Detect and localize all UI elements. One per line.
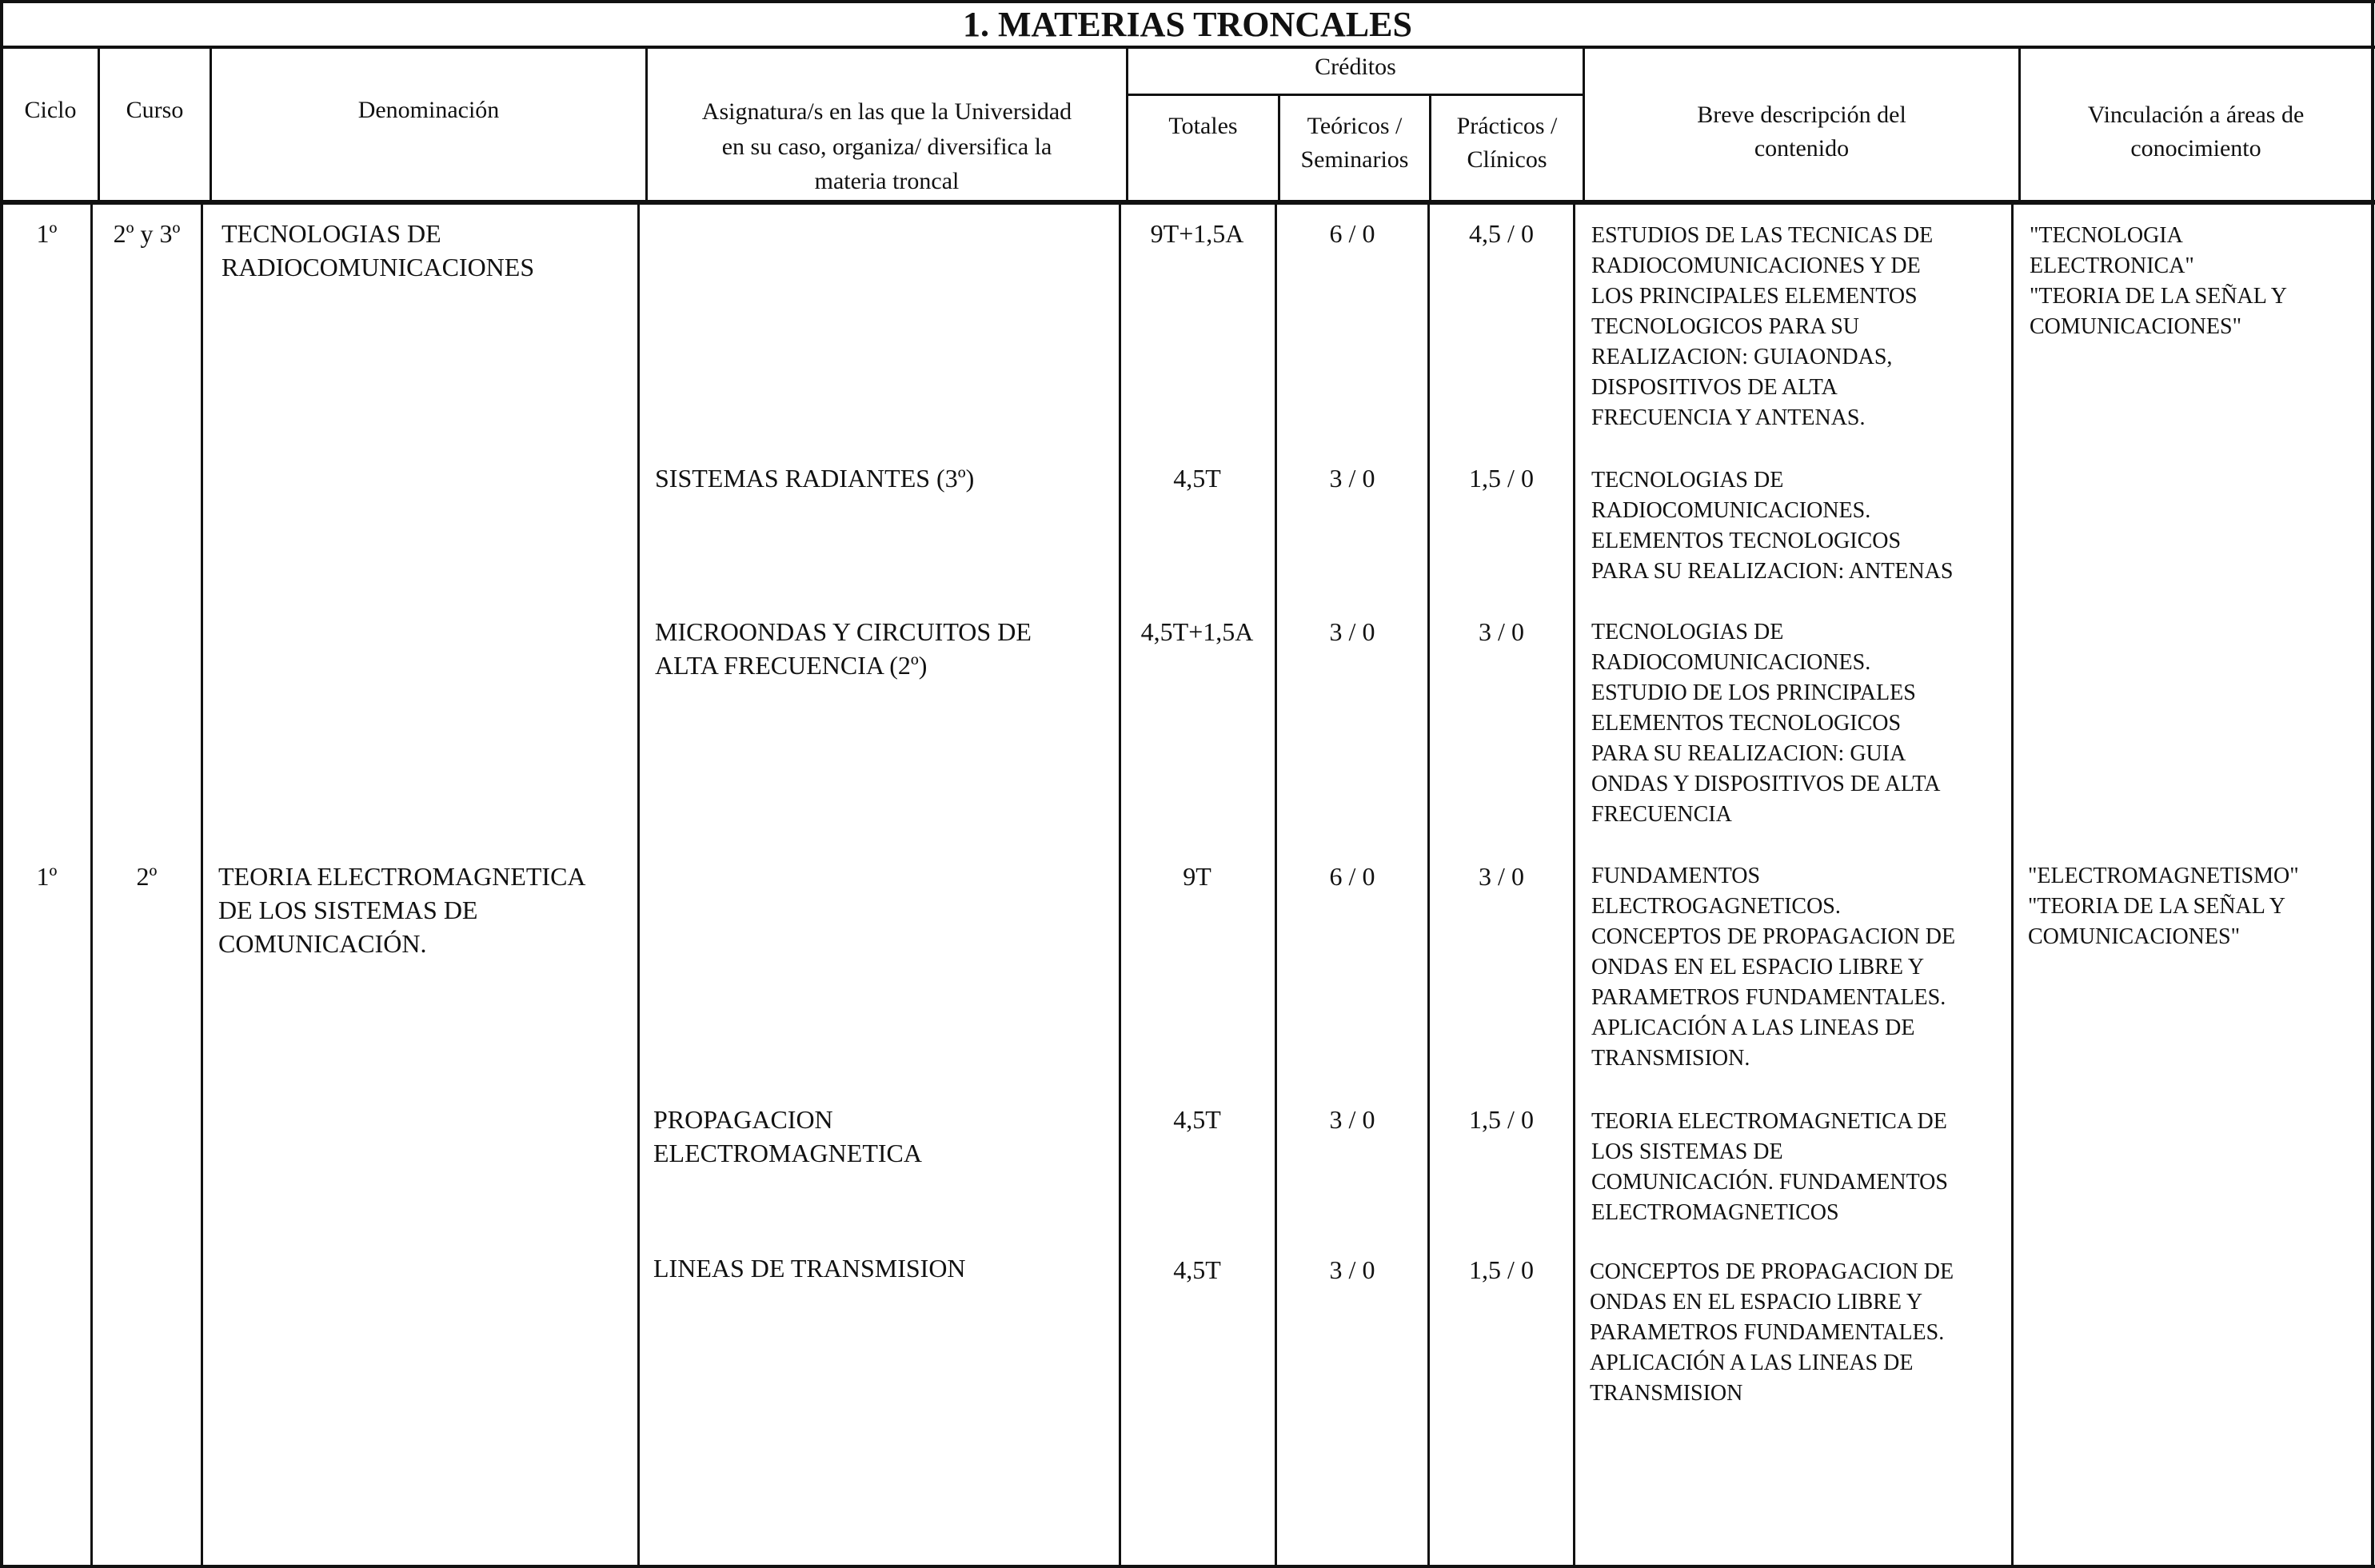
row-0-teoricos: 6 / 0 <box>1329 219 1375 248</box>
row-0-descripcion-7: FRECUENCIA Y ANTENAS. <box>1591 405 1866 430</box>
row-5-descripcion-5: TRANSMISION <box>1590 1381 1743 1406</box>
row-2-descripcion-2: RADIOCOMUNICACIONES. <box>1591 650 1871 675</box>
row-3-denominacion-2: DE LOS SISTEMAS DE <box>218 896 478 924</box>
header-denominacion: Denominación <box>357 97 500 123</box>
row-4-descripcion-4: ELECTROMAGNETICOS <box>1591 1200 1839 1225</box>
row-0-descripcion-3: LOS PRINCIPALES ELEMENTOS <box>1591 284 1918 309</box>
row-3-descripcion-2: ELECTROGAGNETICOS. <box>1591 894 1841 919</box>
header-vinculacion-1: Vinculación a áreas de <box>2087 102 2305 128</box>
row-2-teoricos: 3 / 0 <box>1329 617 1375 646</box>
row-4-asignatura-2: ELECTROMAGNETICA <box>653 1139 922 1167</box>
row-0-descripcion-6: DISPOSITIVOS DE ALTA <box>1591 375 1838 400</box>
row-3-descripcion-7: TRANSMISION. <box>1591 1046 1750 1071</box>
row-1-descripcion-4: PARA SU REALIZACION: ANTENAS <box>1591 559 1954 584</box>
header-totales: Totales <box>1168 113 1238 139</box>
header-asignatura-3: materia troncal <box>814 168 960 194</box>
row-3-descripcion-1: FUNDAMENTOS <box>1591 864 1761 888</box>
row-5-descripcion-3: PARAMETROS FUNDAMENTALES. <box>1590 1320 1945 1345</box>
row-4-descripcion-2: LOS SISTEMAS DE <box>1591 1139 1783 1164</box>
row-0-descripcion-4: TECNOLOGICOS PARA SU <box>1591 314 1860 339</box>
row-5-descripcion-1: CONCEPTOS DE PROPAGACION DE <box>1590 1259 1954 1284</box>
row-3-vinculacion-1: "ELECTROMAGNETISMO" <box>2028 864 2299 888</box>
header-asignatura-2: en su caso, organiza/ diversifica la <box>721 134 1052 160</box>
row-3-descripcion-4: ONDAS EN EL ESPACIO LIBRE Y <box>1591 955 1925 980</box>
row-0-vinculacion-3: "TEORIA DE LA SEÑAL Y <box>2030 284 2287 309</box>
row-0-totales: 9T+1,5A <box>1150 219 1244 248</box>
row-4-totales: 4,5T <box>1173 1105 1221 1134</box>
row-0-descripcion-1: ESTUDIOS DE LAS TECNICAS DE <box>1591 223 1934 248</box>
row-2-descripcion-5: PARA SU REALIZACION: GUIA <box>1591 741 1906 766</box>
row-0-vinculacion-2: ELECTRONICA" <box>2030 253 2194 278</box>
row-5-practicos: 1,5 / 0 <box>1469 1255 1534 1284</box>
row-5-teoricos: 3 / 0 <box>1329 1255 1375 1284</box>
row-5-asignatura-1: LINEAS DE TRANSMISION <box>653 1254 966 1283</box>
row-1-descripcion-2: RADIOCOMUNICACIONES. <box>1591 498 1871 523</box>
row-5-totales: 4,5T <box>1173 1255 1221 1284</box>
row-0-ciclo: 1º <box>36 219 58 248</box>
row-5-descripcion-4: APLICACIÓN A LAS LINEAS DE <box>1590 1351 1914 1375</box>
header-practicos-2: Clínicos <box>1467 146 1547 173</box>
row-2-asignatura-2: ALTA FRECUENCIA (2º) <box>655 651 928 680</box>
col-sep-descripcion-body <box>2011 203 2014 1566</box>
row-2-descripcion-1: TECNOLOGIAS DE <box>1591 620 1784 644</box>
row-3-denominacion-3: COMUNICACIÓN. <box>218 929 427 958</box>
row-3-denominacion-1: TEORIA ELECTROMAGNETICA <box>218 862 586 891</box>
row-4-descripcion-1: TEORIA ELECTROMAGNETICA DE <box>1591 1109 1947 1134</box>
row-0-vinculacion-1: "TECNOLOGIA <box>2030 223 2183 248</box>
header-creditos: Créditos <box>1315 54 1396 80</box>
header-curso: Curso <box>126 97 184 123</box>
table-border-bottom <box>0 1565 2375 1568</box>
header-ciclo: Ciclo <box>24 97 77 123</box>
row-0-denominacion-1: TECNOLOGIAS DE <box>222 219 441 248</box>
row-2-totales: 4,5T+1,5A <box>1140 617 1254 646</box>
header-teoricos-2: Seminarios <box>1300 146 1409 173</box>
col-sep-practicos-body <box>1573 203 1575 1566</box>
row-3-vinculacion-3: COMUNICACIONES" <box>2028 924 2241 949</box>
row-1-asignatura-1: SISTEMAS RADIANTES (3º) <box>655 464 975 493</box>
table-border-right <box>2371 0 2374 1568</box>
row-1-descripcion-3: ELEMENTOS TECNOLOGICOS <box>1591 529 1902 553</box>
table-border-top <box>0 0 2375 3</box>
row-3-vinculacion-2: "TEORIA DE LA SEÑAL Y <box>2028 894 2285 919</box>
row-4-teoricos: 3 / 0 <box>1329 1105 1375 1134</box>
row-3-ciclo: 1º <box>36 862 58 891</box>
header-teoricos-1: Teóricos / <box>1307 113 1403 139</box>
row-4-descripcion-3: COMUNICACIÓN. FUNDAMENTOS <box>1591 1170 1948 1195</box>
col-sep-denom-body <box>637 203 640 1566</box>
row-3-teoricos: 6 / 0 <box>1329 862 1375 891</box>
header-descripcion-1: Breve descripción del <box>1697 102 1906 128</box>
row-2-descripcion-7: FRECUENCIA <box>1591 802 1732 827</box>
row-2-practicos: 3 / 0 <box>1479 617 1524 646</box>
header-asignatura-1: Asignatura/s en las que la Universidad <box>701 98 1072 125</box>
page-title: 1. MATERIAS TRONCALES <box>963 5 1412 44</box>
row-1-teoricos: 3 / 0 <box>1329 464 1375 493</box>
row-1-descripcion-1: TECNOLOGIAS DE <box>1591 468 1784 493</box>
header-descripcion-2: contenido <box>1754 135 1850 162</box>
row-2-descripcion-3: ESTUDIO DE LOS PRINCIPALES <box>1591 680 1916 705</box>
row-3-descripcion-6: APLICACIÓN A LAS LINEAS DE <box>1591 1015 1915 1040</box>
creditos-divider <box>1126 94 1584 96</box>
row-3-totales: 9T <box>1183 862 1211 891</box>
row-4-practicos: 1,5 / 0 <box>1469 1105 1534 1134</box>
row-4-asignatura-1: PROPAGACION <box>653 1105 833 1134</box>
row-2-descripcion-4: ELEMENTOS TECNOLOGICOS <box>1591 711 1902 736</box>
header-vinculacion-2: conocimiento <box>2130 135 2261 162</box>
row-3-practicos: 3 / 0 <box>1479 862 1524 891</box>
row-0-descripcion-2: RADIOCOMUNICACIONES Y DE <box>1591 253 1921 278</box>
row-0-descripcion-5: REALIZACION: GUIAONDAS, <box>1591 345 1893 369</box>
row-0-vinculacion-4: COMUNICACIONES" <box>2030 314 2242 339</box>
row-3-descripcion-3: CONCEPTOS DE PROPAGACION DE <box>1591 924 1956 949</box>
row-3-curso: 2º <box>136 862 158 891</box>
row-5-descripcion-2: ONDAS EN EL ESPACIO LIBRE Y <box>1590 1290 1923 1315</box>
row-1-totales: 4,5T <box>1173 464 1221 493</box>
row-0-denominacion-2: RADIOCOMUNICACIONES <box>222 253 535 281</box>
row-3-descripcion-5: PARAMETROS FUNDAMENTALES. <box>1591 985 1946 1010</box>
col-sep-curso-body <box>201 203 203 1566</box>
row-0-curso: 2º y 3º <box>113 219 181 248</box>
header-practicos-1: Prácticos / <box>1456 113 1558 139</box>
row-0-practicos: 4,5 / 0 <box>1469 219 1534 248</box>
row-1-practicos: 1,5 / 0 <box>1469 464 1534 493</box>
row-2-asignatura-1: MICROONDAS Y CIRCUITOS DE <box>655 617 1032 646</box>
row-2-descripcion-6: ONDAS Y DISPOSITIVOS DE ALTA <box>1591 772 1941 796</box>
